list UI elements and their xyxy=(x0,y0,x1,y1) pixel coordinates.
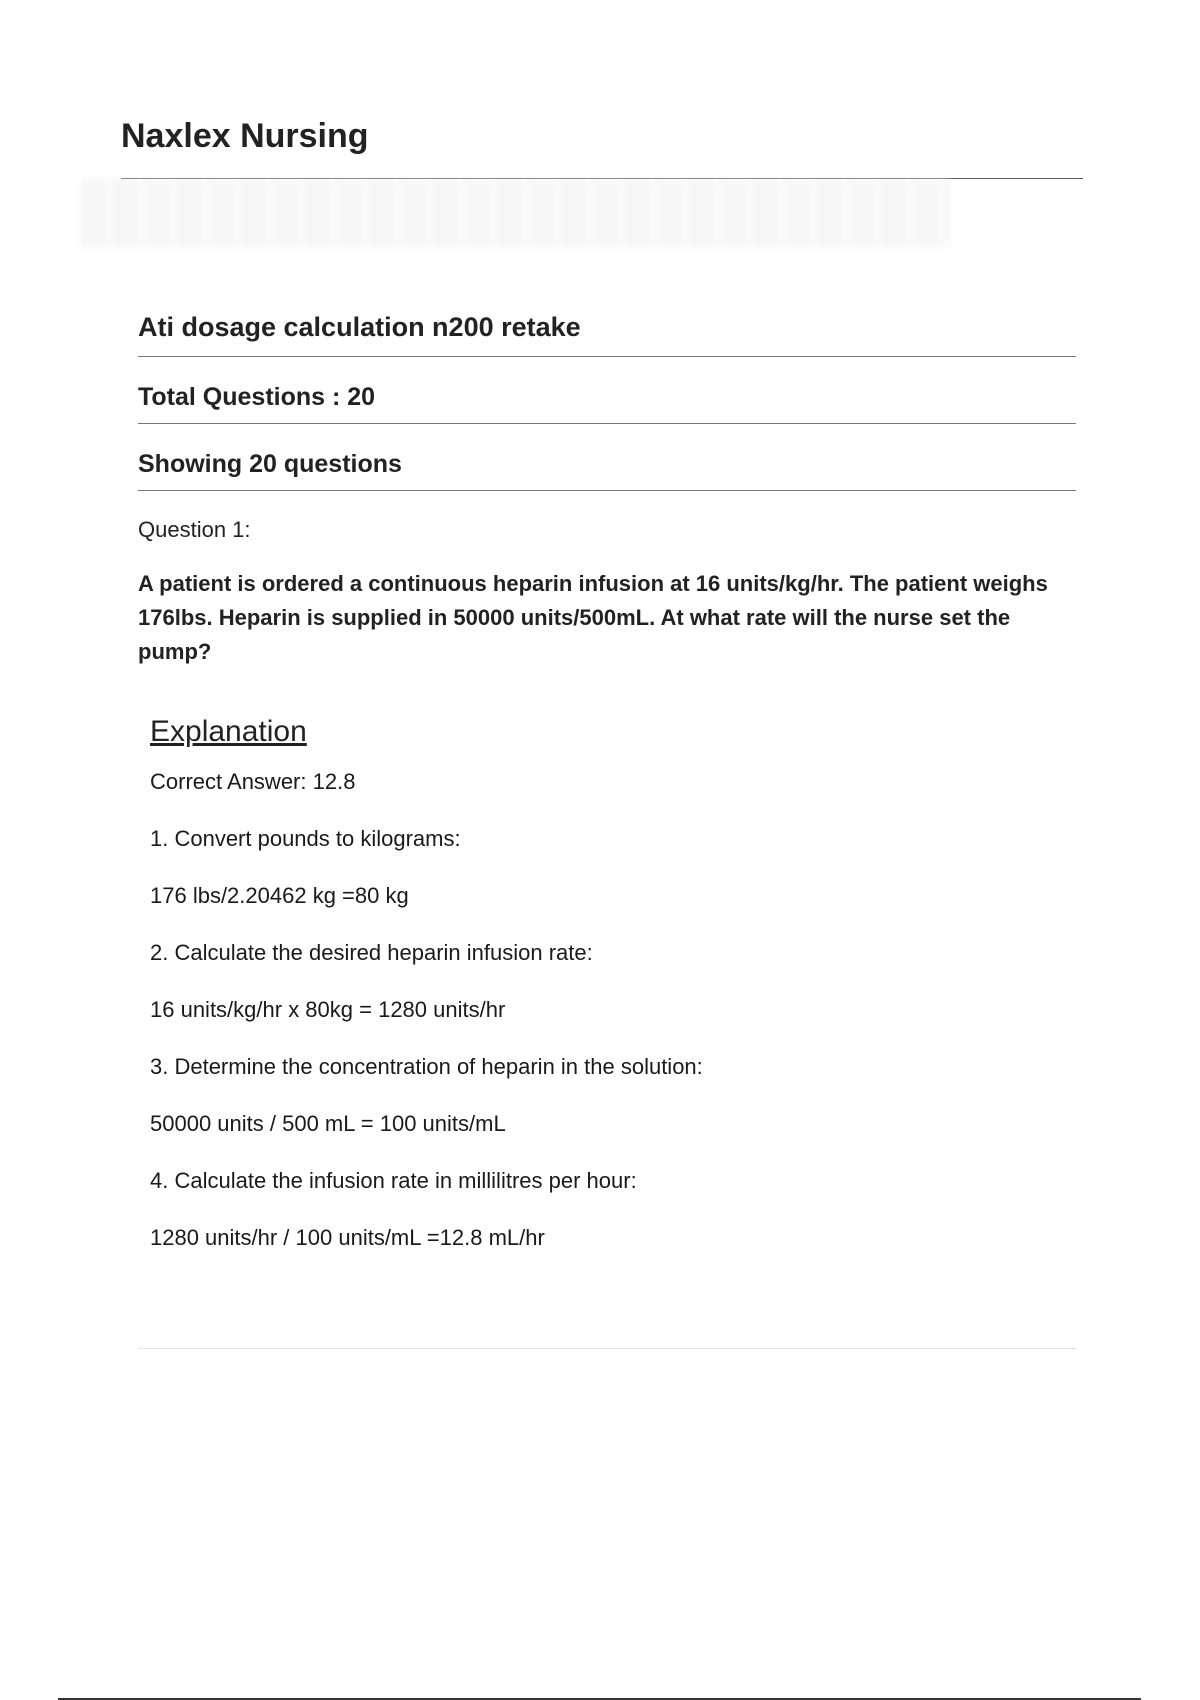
explanation-step: 1. Convert pounds to kilograms: xyxy=(150,826,461,851)
explanation-step: 16 units/kg/hr x 80kg = 1280 units/hr xyxy=(150,997,506,1022)
total-questions: Total Questions : 20 xyxy=(138,383,376,411)
quiz-title: Ati dosage calculation n200 retake xyxy=(138,312,581,342)
quiz-content xyxy=(138,300,1076,1251)
correct-answer: Correct Answer: 12.8 xyxy=(150,769,356,794)
question-label: Question 1: xyxy=(138,517,251,542)
explanation-step: 2. Calculate the desired heparin infusion rate: xyxy=(150,940,593,965)
explanation-title: Explanation xyxy=(150,715,307,748)
question-text: A patient is ordered a continuous heparin infusion at 16 units/kg/hr. The patient weighs 176lbs. Heparin is supplied in 50000 units/500mL. At what rate will the nurse set the pump? xyxy=(138,571,1048,664)
watermark xyxy=(80,178,950,248)
explanation-step: 176 lbs/2.20462 kg =80 kg xyxy=(150,883,409,908)
site-header xyxy=(121,110,1083,187)
explanation-section xyxy=(150,715,1076,1251)
explanation-step: 4. Calculate the infusion rate in millilitres per hour: xyxy=(150,1168,637,1193)
section-end-divider xyxy=(138,1348,1076,1349)
explanation-step: 3. Determine the concentration of heparin in the solution: xyxy=(150,1054,703,1079)
site-title: Naxlex Nursing xyxy=(121,117,369,155)
explanation-step: 50000 units / 500 mL = 100 units/mL xyxy=(150,1111,506,1136)
showing-count: Showing 20 questions xyxy=(138,450,402,478)
divider xyxy=(138,490,1076,491)
explanation-step: 1280 units/hr / 100 units/mL =12.8 mL/hr xyxy=(150,1225,545,1250)
